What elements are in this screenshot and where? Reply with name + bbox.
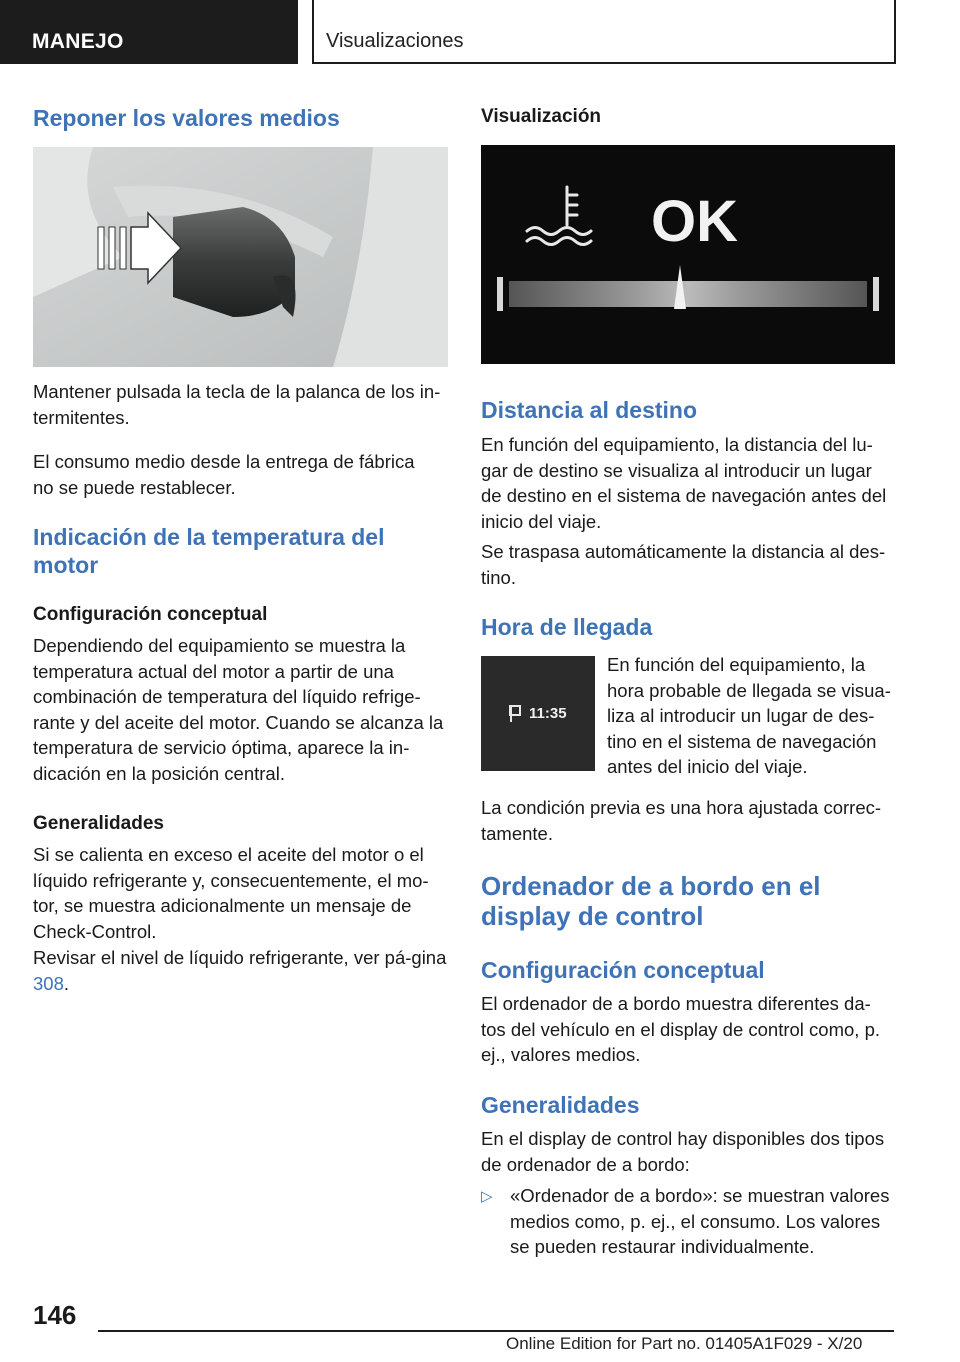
- heading-display: Visualización: [481, 106, 602, 127]
- lever-drawing: [33, 147, 448, 367]
- heading-reset-averages: Reponer los valores medios: [33, 105, 340, 131]
- heading-arrival-time: Hora de llegada: [481, 614, 653, 640]
- destination-flag-icon: [510, 706, 520, 722]
- paragraph-arrival-1: En función del equipamiento, la hora probable de llegada se visua-liza al introducir un lugar de des-tino en el sistema de navegación antes del inicio del viaje.: [607, 654, 891, 777]
- page-reference-link[interactable]: 308: [33, 972, 64, 994]
- paragraph-arrival-2: La condición previa es una hora ajustada correc-tamente.: [481, 797, 882, 844]
- section-tab: [0, 0, 298, 64]
- paragraph-general-left-2: Revisar el nivel de líquido refrigerante, ver pá-gina 308.: [33, 947, 447, 994]
- page-number: 146: [33, 1300, 77, 1330]
- heading-onboard-computer: Ordenador de a bordo en el display de control: [481, 871, 821, 931]
- paragraph-reset-2: El consumo medio desde la entrega de fábrica no se puede restablecer.: [33, 451, 415, 498]
- bullet-item-1: «Ordenador de a bordo»: se muestran valores medios como, p. ej., el consumo. Los valores se pueden restaurar individualmente.: [510, 1185, 890, 1257]
- heading-concept-left: Configuración conceptual: [33, 604, 268, 625]
- chapter-title: Visualizaciones: [326, 30, 464, 52]
- paragraph-reset-1: Mantener pulsada la tecla de la palanca de los in-termitentes.: [33, 381, 441, 428]
- heading-distance: Distancia al destino: [481, 397, 698, 423]
- coolant-gauge-drawing: [481, 145, 895, 364]
- heading-general-left: Generalidades: [33, 813, 164, 834]
- paragraph-general-right: En el display de control hay disponibles dos tipos de ordenador de a bordo:: [481, 1128, 885, 1175]
- edition-note: Online Edition for Part no. 01405A1F029 - X/20: [506, 1334, 863, 1353]
- heading-concept-right: Configuración conceptual: [481, 957, 765, 983]
- arrival-time-value: 11:35: [529, 705, 567, 722]
- arrival-time-display: [481, 656, 595, 771]
- paragraph-distance-2: Se traspasa automáticamente la distancia al des-tino.: [481, 541, 886, 588]
- engine-temperature-display: [481, 145, 895, 364]
- chapter-tab: [312, 0, 896, 64]
- paragraph-concept-left: Dependiendo del equipamiento se muestra la temperatura actual del motor a partir de una combinación de temperatura del líquido refrige-rante y del aceite del motor. Cuando se alcanza la temperatura de servicio óptima, aparece la in-dicación en la posición central.: [33, 635, 444, 784]
- heading-engine-temperature: Indicación de la temperatura del motor: [33, 524, 385, 578]
- section-title: MANEJO: [32, 30, 124, 53]
- turn-signal-lever-illustration: [33, 147, 448, 367]
- footer-divider: [98, 1330, 894, 1332]
- paragraph-general-left-1: Si se calienta en exceso el aceite del motor o el líquido refrigerante y, consecuentemente, el mo-tor, se muestra adicionalmente un mensaje de Check-Control.: [33, 844, 429, 942]
- bullet-triangle-icon: ▷: [481, 1188, 493, 1205]
- heading-general-right: Generalidades: [481, 1092, 640, 1118]
- arrival-time-drawing: [481, 656, 595, 771]
- ok-label: OK: [651, 189, 738, 254]
- coolant-temperature-icon: [527, 187, 591, 245]
- paragraph-concept-right: El ordenador de a bordo muestra diferentes da-tos del vehículo en el display de control como, p. ej., valores medios.: [481, 993, 881, 1065]
- paragraph-distance-1: En función del equipamiento, la distancia del lu-gar de destino se visualiza al introducir un lugar de destino en el sistema de navegación antes del inicio del viaje.: [481, 434, 887, 532]
